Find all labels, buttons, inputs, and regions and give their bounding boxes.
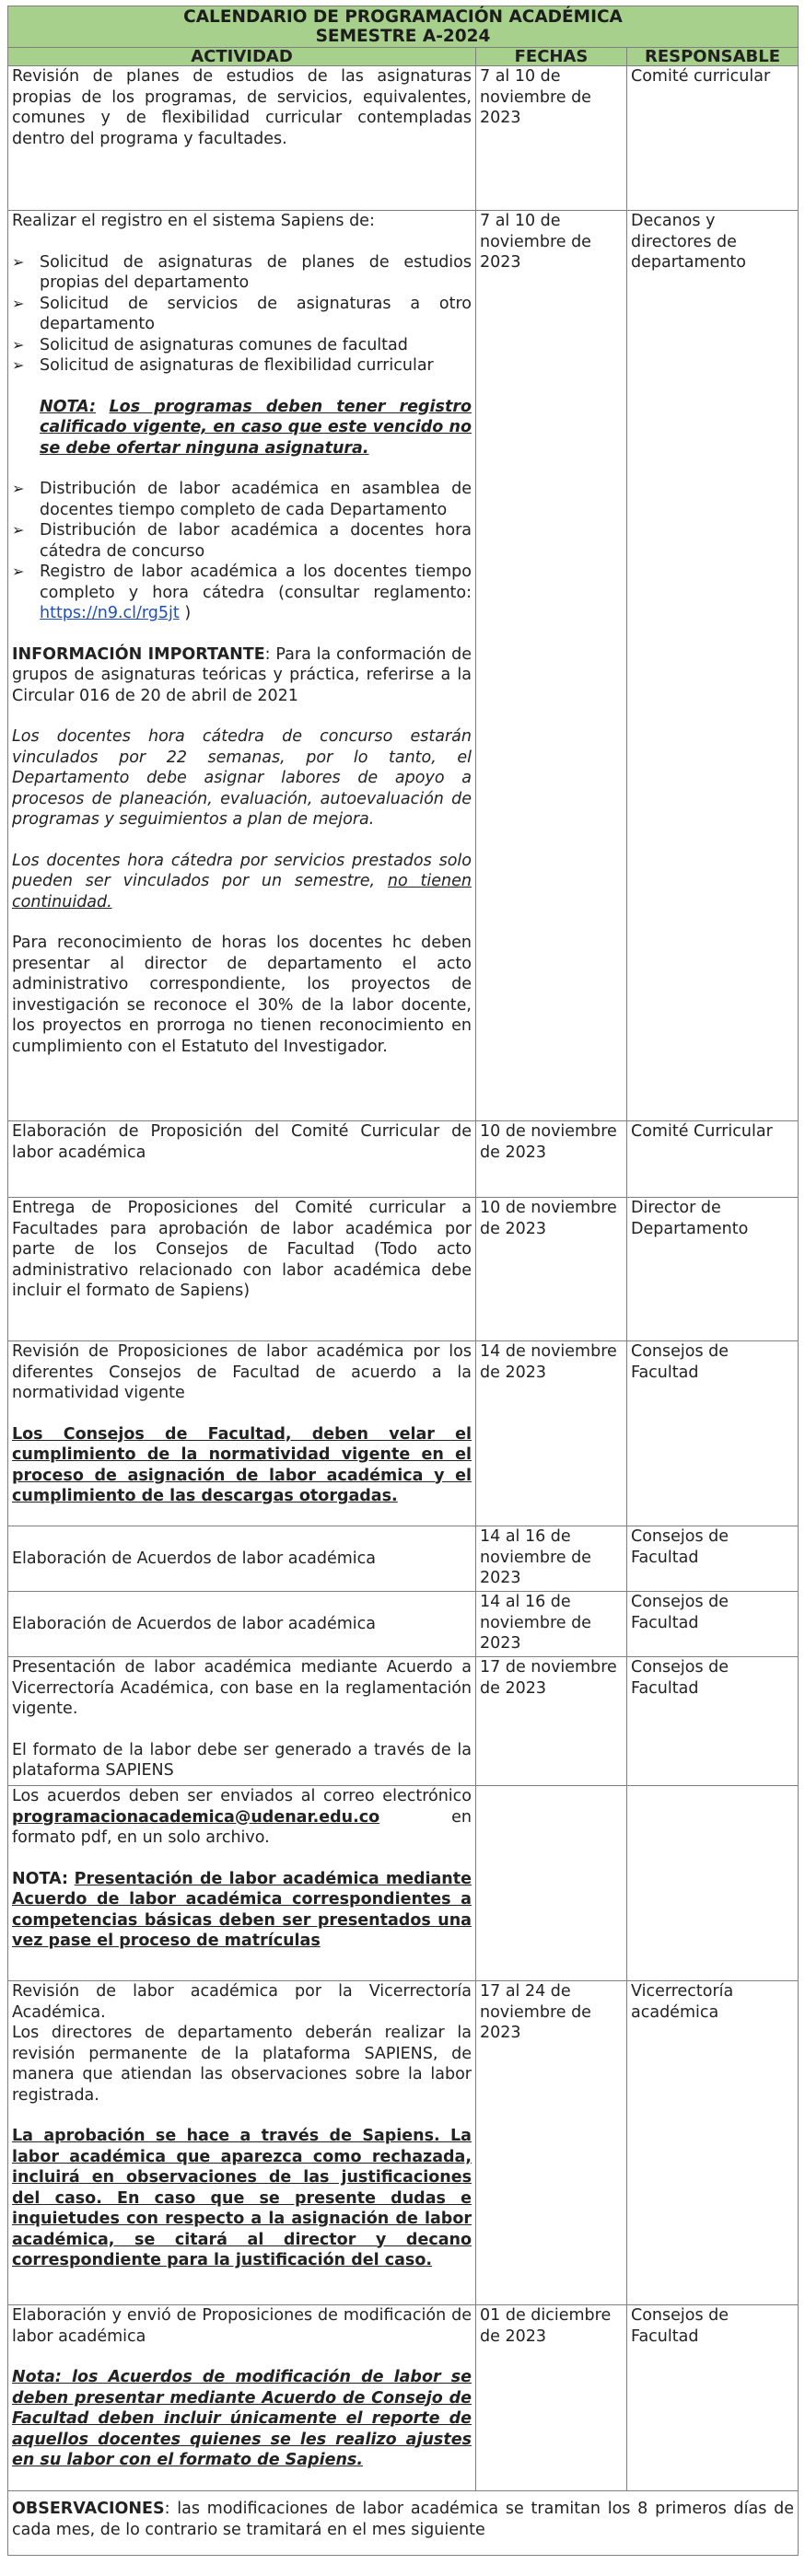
table-row — [8, 66, 799, 211]
document — [7, 6, 798, 2556]
activity-cell: Entrega de Proposiciones del Comité curricular a Facultades para aprobación de labor académica por parte de los Consejos de Facultad (Todo acto administrativo relacionado con labor académica debe incluir el formato de Sapiens) — [8, 1198, 476, 1341]
column-header-activity: ACTIVIDAD — [8, 48, 476, 66]
title-row — [8, 6, 799, 48]
activity-cell: Revisión de planes de estudios de las asignaturas propias de los programas, de servicios, equivalentes, comunes y de flexibilidad curricular contempladas dentro del programa y facultades. — [8, 66, 476, 211]
list-item: ➢ Solicitud de asignaturas comunes de facultad — [12, 335, 472, 356]
vicerrectoria-review: Revisión de labor académica por la Vicerrectoría Académica. — [12, 1982, 472, 2022]
list-item: ➢ Solicitud de servicios de asignaturas a otro departamento — [12, 294, 472, 335]
request-list — [12, 252, 472, 377]
note-text: Presentación de labor académica mediante Acuerdo de labor académica correspondientes a competencias básicas deben ser presentados una vez pase el proceso de matrículas — [12, 1869, 472, 1950]
observations-row — [8, 2491, 799, 2556]
register-text: Registro de labor académica a los docentes tiempo completo y hora cátedra (consultar reglamento: — [40, 563, 472, 602]
modification-text: Elaboración y envió de Proposiciones de modificación de labor académica — [12, 2306, 472, 2346]
directors-review-note: Los directores de departamento deberán realizar la revisión permanente de la plataforma SAPIENS, de manera que atiendan las observaciones sobre la labor registrada. — [12, 2024, 472, 2105]
activity-cell: Elaboración de Acuerdos de labor académica — [8, 1526, 476, 1592]
link-close: ) — [184, 604, 192, 622]
column-header-dates: FECHAS — [476, 48, 627, 66]
email-post: en formato pdf, en un solo archivo. — [12, 1807, 472, 1847]
activity-cell — [8, 1657, 476, 1786]
calendar-table — [7, 6, 799, 2556]
service-teachers-note — [12, 851, 472, 913]
responsible-cell: Consejos de Facultad — [627, 1526, 799, 1592]
modification-note: Nota: los Acuerdos de modificación de labor se deben presentar mediante Acuerdo de Consejo de Facultad deben incluir únicamente el reporte de aquellos docentes quienes se les realizo ajustes en su labor con el formato de Sapiens. — [12, 2368, 472, 2469]
table-row — [8, 1981, 799, 2305]
dates-cell: 17 de noviembre de 2023 — [476, 1657, 627, 1786]
important-info — [12, 644, 472, 707]
approval-note: La aprobación se hace a través de Sapiens. La labor académica que aparezca como rechazada, incluirá en observaciones de las justificaciones del caso. En caso que se presente dudas e inquietudes con respecto a la asignación de labor académica, se citará al director y decano correspondiente para la justificación del caso. — [12, 2127, 472, 2269]
dates-cell — [476, 1786, 627, 1981]
service-note-underlined: no tienen continuidad. — [12, 872, 472, 911]
hours-recognition-note: Para reconocimiento de horas los docentes hc deben presentar al director de departamento el acto administrativo correspondiente, los proyectos de investigación se reconoce el 30% de la labor docente, los proyectos en prorroga no tienen reconocimiento en cumplimiento con el Estatuto del Investigador. — [12, 934, 472, 1056]
table-row — [8, 1121, 799, 1198]
table-row — [8, 1592, 799, 1657]
observations-label: OBSERVACIONES — [12, 2500, 165, 2518]
format-note: El formato de la labor debe ser generado a través de la plataforma SAPIENS — [12, 1740, 472, 1780]
activity-cell — [8, 1786, 476, 1981]
important-label: INFORMACIÓN IMPORTANTE — [12, 644, 265, 664]
dates-cell: 14 al 16 de noviembre de 2023 — [476, 1592, 627, 1657]
responsible-cell: Decanos y directores de departamento — [627, 211, 799, 1121]
semester-title: SEMESTRE A-2024 — [315, 27, 491, 46]
sapiens-intro: Realizar el registro en el sistema Sapiens de: — [12, 212, 375, 230]
registration-note — [12, 397, 472, 459]
email-pre: Los acuerdos deben ser enviados al correo electrónico — [12, 1787, 472, 1805]
table-row — [8, 1526, 799, 1592]
responsible-cell: Consejos de Facultad — [627, 1592, 799, 1657]
matriculation-note — [12, 1869, 472, 1952]
table-row — [8, 1786, 799, 1981]
email-address[interactable]: programacionacademica@udenar.edu.co — [12, 1807, 380, 1827]
distribution-list — [12, 479, 472, 624]
activity-cell: Elaboración de Proposición del Comité Curricular de labor académica — [8, 1121, 476, 1198]
table-row — [8, 211, 799, 1121]
dates-cell: 7 al 10 de noviembre de 2023 — [476, 211, 627, 1121]
activity-cell — [8, 2305, 476, 2491]
observations-cell — [8, 2491, 799, 2556]
regulation-link[interactable]: https://n9.cl/rg5jt — [40, 604, 180, 622]
table-row — [8, 2305, 799, 2491]
review-text: Revisión de Proposiciones de labor académica por los diferentes Consejos de Facultad de acuerdo a la normatividad vigente — [12, 1342, 472, 1402]
column-header-responsible: RESPONSABLE — [627, 48, 799, 66]
responsible-cell: Consejos de Facultad — [627, 1657, 799, 1786]
table-row — [8, 1198, 799, 1341]
contest-teachers-note: Los docentes hora cátedra de concurso estarán vinculados por 22 semanas, por lo tanto, el Departamento debe asignar labores de apoyo a procesos de planeación, evaluación, autoevaluación de programas y seguimientos a plan de mejora. — [12, 727, 472, 829]
activity-cell — [8, 1981, 476, 2305]
responsible-cell: Consejos de Facultad — [627, 2305, 799, 2491]
table-row — [8, 1657, 799, 1786]
council-note: Los Consejos de Facultad, deben velar el cumplimiento de la normatividad vigente en el proceso de asignación de labor académica y el cumplimiento de las descargas otorgadas. — [12, 1424, 472, 1505]
table-title — [8, 6, 799, 48]
activity-cell — [8, 1341, 476, 1526]
important-text: : Para la conformación de grupos de asignaturas teóricas y práctica, referirse a la Circular 016 de 20 de abril de 2021 — [12, 644, 472, 705]
responsible-cell: Director de Departamento — [627, 1198, 799, 1341]
dates-cell: 14 al 16 de noviembre de 2023 — [476, 1526, 627, 1592]
dates-cell: 10 de noviembre de 2023 — [476, 1198, 627, 1341]
dates-cell: 7 al 10 de noviembre de 2023 — [476, 66, 627, 211]
list-item: ➢ Solicitud de asignaturas de planes de estudios propias del departamento — [12, 252, 472, 294]
email-instructions — [12, 1786, 472, 1849]
responsible-cell: Consejos de Facultad — [627, 1341, 799, 1526]
dates-cell: 10 de noviembre de 2023 — [476, 1121, 627, 1198]
dates-cell: 01 de diciembre de 2023 — [476, 2305, 627, 2491]
service-note-text: Los docentes hora cátedra por servicios prestados solo pueden ser vinculados por un semestre, — [12, 851, 472, 890]
responsible-cell: Comité Curricular — [627, 1121, 799, 1198]
table-row — [8, 1341, 799, 1526]
dates-cell: 14 de noviembre de 2023 — [476, 1341, 627, 1526]
list-item: ➢ Distribución de labor académica a docentes hora cátedra de concurso — [12, 520, 472, 562]
column-header-row — [8, 48, 799, 66]
list-item: ➢ Solicitud de asignaturas de flexibilidad curricular — [12, 355, 472, 377]
note-label: NOTA: — [40, 397, 96, 416]
responsible-cell: Vicerrectoría académica — [627, 1981, 799, 2305]
list-item: ➢ Distribución de labor académica en asamblea de docentes tiempo completo de cada Departamento — [12, 479, 472, 520]
activity-cell — [8, 211, 476, 1121]
responsible-cell — [627, 1786, 799, 1981]
calendar-title: CALENDARIO DE PROGRAMACIÓN ACADÉMICA — [183, 7, 623, 27]
observations-text: : las modificaciones de labor académica se tramitan los 8 primeros días de cada mes, de lo contrario se tramitará en el mes siguiente — [12, 2500, 794, 2539]
list-item — [12, 562, 472, 624]
activity-cell: Elaboración de Acuerdos de labor académica — [8, 1592, 476, 1657]
presentation-text: Presentación de labor académica mediante Acuerdo a Vicerrectoría Académica, con base en la reglamentación vigente. — [12, 1658, 472, 1718]
note-label: NOTA: — [12, 1869, 68, 1888]
note-text: Los programas deben tener registro calificado vigente, en caso que este vencido no se debe ofertar ninguna asignatura. — [40, 397, 472, 458]
dates-cell: 17 al 24 de noviembre de 2023 — [476, 1981, 627, 2305]
responsible-cell: Comité curricular — [627, 66, 799, 211]
